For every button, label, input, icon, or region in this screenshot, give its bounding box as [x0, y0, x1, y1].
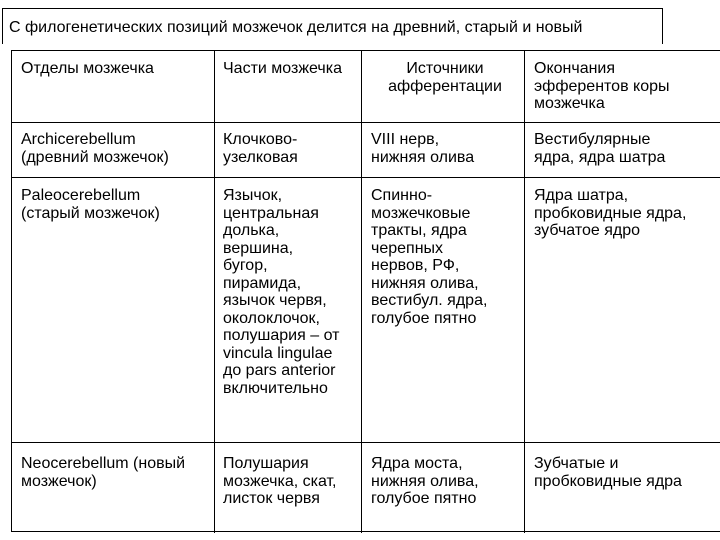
column-divider	[524, 51, 525, 533]
header-efferent-endings: Окончания эфферентов коры мозжечка	[534, 60, 670, 112]
header-divisions: Отделы мозжечка	[21, 60, 154, 77]
table-cell: Клочково- узелковая	[223, 131, 298, 166]
table-cell: VIII нерв, нижняя олива	[371, 131, 475, 166]
row-divider	[12, 177, 720, 178]
table-cell: Ядра моста, нижняя олива, голубое пятно	[371, 455, 479, 507]
row-divider	[12, 122, 720, 123]
row-divider	[12, 442, 720, 443]
table-cell: Полушария мозжечка, скат, листок червя	[223, 455, 337, 507]
table-cell: Ядра шатра, пробковидные ядра, зубчатое ядро	[534, 187, 687, 239]
table-cell: Paleocerebellum (старый мозжечок)	[21, 187, 160, 222]
table-cell: Archicerebellum (древний мозжечок)	[21, 131, 169, 166]
table-cell: Зубчатые и пробковидные ядра	[534, 455, 682, 490]
table-cell: Спинно- мозжечковые тракты, ядра черепных нервов, РФ, нижняя олива, вестибул. ядра, голубое пятно	[371, 187, 488, 327]
page-title: С филогенетических позиций мозжечок делится на древний, старый и новый	[9, 19, 583, 36]
header-afferent-sources: Источники афферентации	[388, 60, 502, 95]
table-cell: Вестибулярные ядра, ядра шатра	[534, 131, 666, 166]
header-parts: Части мозжечка	[223, 60, 342, 77]
table-cell: Neocerebellum (новый мозжечок)	[21, 455, 186, 490]
cerebellum-table	[11, 50, 720, 532]
table-cell: Язычок, центральная долька, вершина, бугор, пирамида, язычок червя, околоклочок, полушария – от vincula lingulae до pars anterior включительно	[223, 187, 340, 397]
